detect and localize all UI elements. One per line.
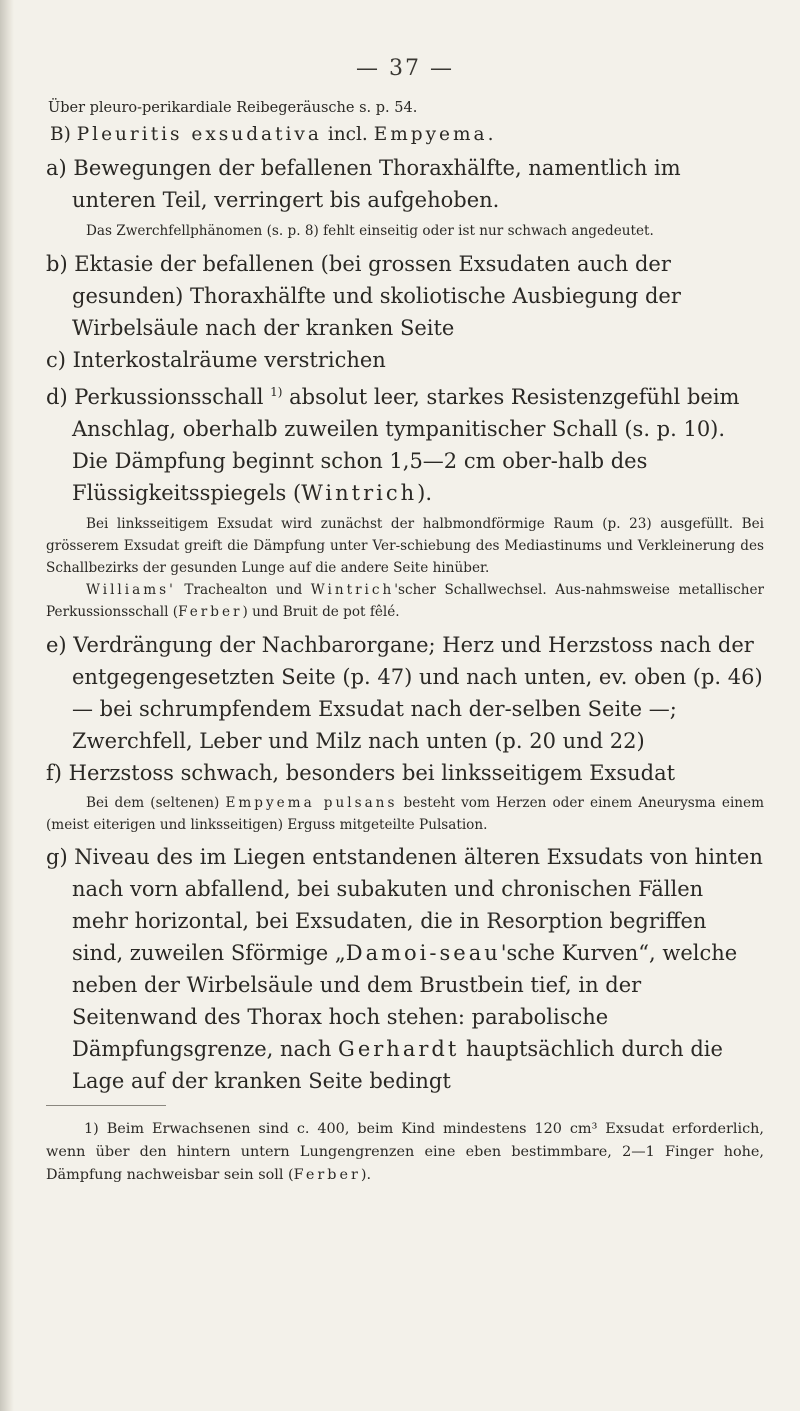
footnote-1-name: Ferber xyxy=(293,1167,361,1183)
book-gutter-shadow xyxy=(0,0,14,1411)
page-number-header: — 37 — xyxy=(356,56,454,81)
note-d2-name2: Wintrich xyxy=(310,582,395,598)
footnotes xyxy=(46,1118,764,1187)
footnote-ref: 1) xyxy=(270,385,283,399)
note-d2-c: ) und Bruit de pot fêlé. xyxy=(242,604,400,620)
note-f xyxy=(46,792,764,836)
note-f-a: Bei dem (seltenen) xyxy=(86,795,226,811)
item-g xyxy=(46,841,764,1097)
book-page xyxy=(46,56,764,1187)
note-d1: Bei linksseitigem Exsudat wird zunächst der halbmondförmige Raum (p. 23) ausgefüllt. Bei grösserem Exsudat greift die Dämpfung unter Ver-schiebung des Mediastinums und Verkleinerung des Schallbezirks der gesunden Lunge auf die andere Seite hinüber. xyxy=(46,516,764,576)
top-note: Über pleuro-perikardiale Reibegeräusche s. p. 54. xyxy=(48,100,418,116)
note-d2-a: Trachealton und xyxy=(175,582,311,598)
item-g-b: 'sche Kurven“, welche neben der Wirbelsäule und dem Brustbein tief, in der Seitenwand des Thorax hoch stehen: parabolische Dämpfungsgrenze, nach xyxy=(72,941,738,1061)
note-f-term: Empyema pulsans xyxy=(225,795,398,811)
heading-b-term2: Empyema. xyxy=(373,124,497,145)
note-d2-name3: Ferber xyxy=(178,604,243,620)
item-d xyxy=(46,376,764,509)
item-b: b) Ektasie der befallenen (bei grossen Exsudaten auch der gesunden) Thoraxhälfte und skoliotische Ausbiegung der Wirbelsäule nach der kranken Seite xyxy=(46,252,681,340)
item-e: e) Verdrängung der Nachbarorgane; Herz und Herzstoss nach der entgegengesetzten Seite (p. 47) und nach unten, ev. oben (p. 46) — bei schrumpfendem Exsudat nach der-selben Seite —; Zwerchfell, Leber und Milz nach unten (p. 20 und 22) xyxy=(46,633,763,753)
item-d-start: d) Perkussionsschall xyxy=(46,385,271,409)
note-d2 xyxy=(46,579,764,623)
note-d2-b: 'scher Schallwechsel. Aus-nahmsweise metallischer Perkussionsschall ( xyxy=(46,582,764,620)
item-f: f) Herzstoss schwach, besonders bei linksseitigem Exsudat xyxy=(46,761,676,785)
note-d2-name1: Williams' xyxy=(86,582,176,598)
footnote-1-a: 1) Beim Erwachsenen sind c. 400, beim Kind mindestens 120 cm³ Exsudat erforderlich, wenn über den hintern untern Lungengrenzen eine eben bestimmbare, 2—1 Finger hohe, Dämpfung nachweisbar sein soll ( xyxy=(46,1121,764,1183)
note-a: Das Zwerchfellphänomen (s. p. 8) fehlt einseitig oder ist nur schwach angedeutet. xyxy=(86,223,654,239)
item-g-c: hauptsächlich durch die Lage auf der kranken Seite bedingt xyxy=(72,1037,723,1093)
item-g-name2: Gerhardt xyxy=(338,1037,460,1061)
footnote-1 xyxy=(46,1118,764,1187)
heading-b-label: B) xyxy=(50,124,71,145)
item-g-a: g) Niveau des im Liegen entstandenen älteren Exsudats von hinten nach vorn abfallend, bei subakuten und chronischen Fällen mehr horizontal, bei Exsudaten, die in Resorption begriffen sind, zuweilen Sförmige „ xyxy=(46,845,763,965)
item-a: a) Bewegungen der befallenen Thoraxhälfte, namentlich im unteren Teil, verringert bis aufgehoben. xyxy=(46,156,681,212)
item-c: c) Interkostalräume verstrichen xyxy=(46,348,386,372)
heading-b-rest: incl. xyxy=(327,124,368,145)
section-heading-b xyxy=(46,120,764,149)
item-d-end: ). xyxy=(417,481,433,505)
item-d-mid: absolut leer, starkes Resistenzgefühl beim Anschlag, oberhalb zuweilen tympanitischer Schall (s. p. 10). Die Dämpfung beginnt schon 1,5—2 cm ober-halb des Flüssigkeitsspiegels ( xyxy=(72,385,740,505)
item-d-name: Wintrich xyxy=(301,481,418,505)
note-f-b: besteht vom Herzen oder einem Aneurysma einem (meist eiterigen und linksseitigen) Erguss mitgeteilte Pulsation. xyxy=(46,795,764,833)
footnote-1-b: ). xyxy=(360,1167,372,1183)
footnote-rule xyxy=(46,1105,166,1106)
heading-b-term: Pleuritis exsudativa xyxy=(76,124,322,145)
item-g-name1: Damoi-seau xyxy=(345,941,501,965)
